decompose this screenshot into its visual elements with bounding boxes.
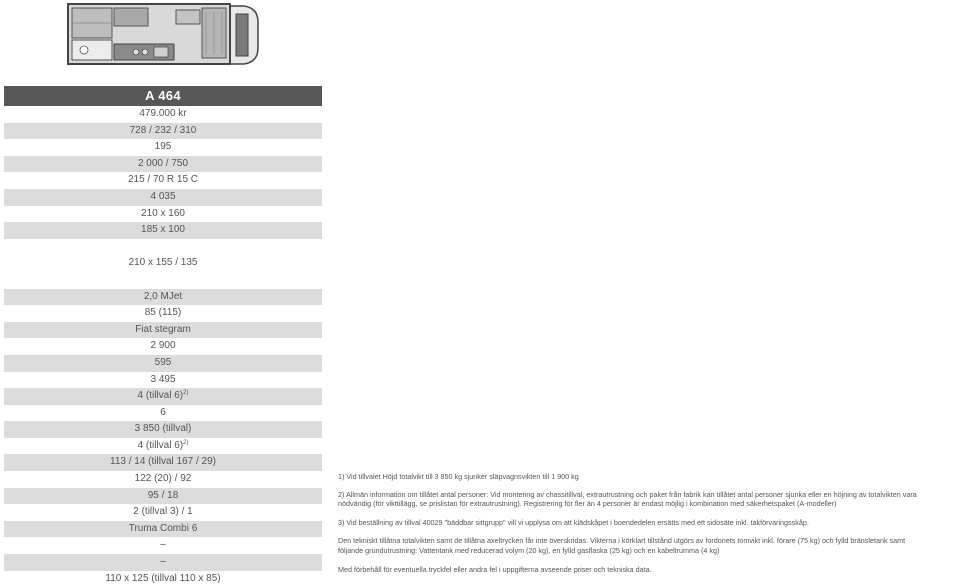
spec-row [4,222,322,239]
spec-row [4,156,322,173]
spec-row [4,206,322,223]
spec-value: 215 / 70 R 15 C [127,174,199,186]
spec-row [4,554,322,571]
spec-value: 110 x 125 (tillval 110 x 85) [105,572,221,584]
spec-value: 2 900 [150,340,176,352]
spec-row [4,421,322,438]
hob-burner [142,49,148,55]
spec-row [4,405,322,422]
toilet-shape [80,46,88,54]
spec-row [4,255,322,272]
spec-rows [4,106,322,587]
spec-row [4,504,322,521]
spec-value: 4 035 [150,190,176,202]
spec-row [4,537,322,554]
dinette-table [176,10,200,24]
spec-value: 85 (115) [144,307,182,319]
spec-value: 3 850 (tillval) [134,423,192,435]
spec-value: 185 x 100 [141,224,185,236]
spec-value: 210 x 160 [141,207,185,219]
footnote-2-line-1: 2) Allmän information om tillåtet antal personer: Vid montering av chassitillval, extrautrustning och paket från fabrik kan tillåtet antal personer sjunka eller en höjning av totalvikten vara [338,489,917,499]
dashboard [236,14,248,56]
spec-row [4,488,322,505]
spec-row [4,372,322,389]
spec-value: 2,0 MJet [143,290,183,302]
spec-value: 728 / 232 / 310 [129,124,197,136]
spec-value: Fiat stegram [135,323,191,335]
spec-row [4,305,322,322]
spec-value: 95 / 18 [147,489,179,501]
spec-table [4,86,322,587]
spec-row [4,355,322,372]
spec-value: 2 (tillval 3) / 1 [133,506,193,518]
model-name-header: A 464 [4,86,322,106]
spec-row [4,139,322,156]
spec-value: – [160,539,166,551]
spec-value: 210 x 155 / 135 [128,257,198,269]
spec-value: 595 [154,356,172,368]
spec-value: 4 (tillval 6) [137,439,184,451]
spec-value: 479.000 kr [139,108,187,119]
wardrobe [114,8,148,26]
floorplan-svg [60,0,260,70]
spec-value: 3 495 [150,373,176,385]
spec-value: 122 (20) / 92 [134,473,192,485]
footnotes [338,472,958,574]
spec-row [4,454,322,471]
spec-row [4,438,322,455]
footnote-ref: 2) [183,439,189,446]
disclaimer: Med förbehåll för eventuella tryckfel eller andra fel i uppgifterna avseende priser och tekniska data. [338,564,652,574]
spec-value: 4 (tillval 6) [137,390,184,402]
footnote-2-line-2: nödvändig (för vikttillägg, se prislistan för extrautrustning). Registrering för fler än 4 personer är endast möjlig i kombination med säkerhetspaket (A-modeller) [338,499,837,509]
spec-row [4,239,322,256]
spec-value: 2 000 / 750 [137,157,189,169]
spec-row [4,172,322,189]
spec-row [4,189,322,206]
weight-note-line-1: Den tekniskt tillåtna totalvikten samt de tillåtna axeltrycken får inte överskridas. Vikterna i körklart tillstånd utgörs av fordonets tomvikt inkl. förare (75 kg) och fylld bränsletank samt [338,536,906,546]
spec-row [4,338,322,355]
footnote-ref: 2) [183,390,189,397]
footnote-3: 3) Vid beställning av tillval 40029 "bäddbar sittgrupp" vill vi upplysa om att klädskåpet i boendedelen ersätts med ett sidosäte inkl. takförvaringsskåp. [338,517,809,527]
weight-note-line-2: följande grundutrustning: Vattentank med reducerad volym (20 kg), en fylld gasflaska (25 kg) och en kabeltrumma (4 kg) [338,545,720,555]
spec-value: 113 / 14 (tillval 167 / 29) [110,456,216,468]
sink [154,47,168,57]
spec-value: Truma Combi 6 [128,522,198,534]
spec-value: 195 [154,141,172,153]
spec-row [4,521,322,538]
spec-row [4,289,322,306]
footnote-1: 1) Vid tillvalet Höjd totalvikt till 3 850 kg sjunker släpvagnsvikten till 1 900 kg [338,472,579,481]
floorplan-diagram [60,0,260,70]
spec-row [4,123,322,140]
spec-row [4,106,322,123]
spec-row [4,388,322,405]
spec-row [4,322,322,339]
bathroom [72,40,112,60]
spec-value: – [160,556,166,568]
spec-row [4,571,322,587]
hob-burner [133,49,139,55]
spec-row [4,272,322,289]
spec-row [4,471,322,488]
spec-value: 6 [160,406,166,418]
